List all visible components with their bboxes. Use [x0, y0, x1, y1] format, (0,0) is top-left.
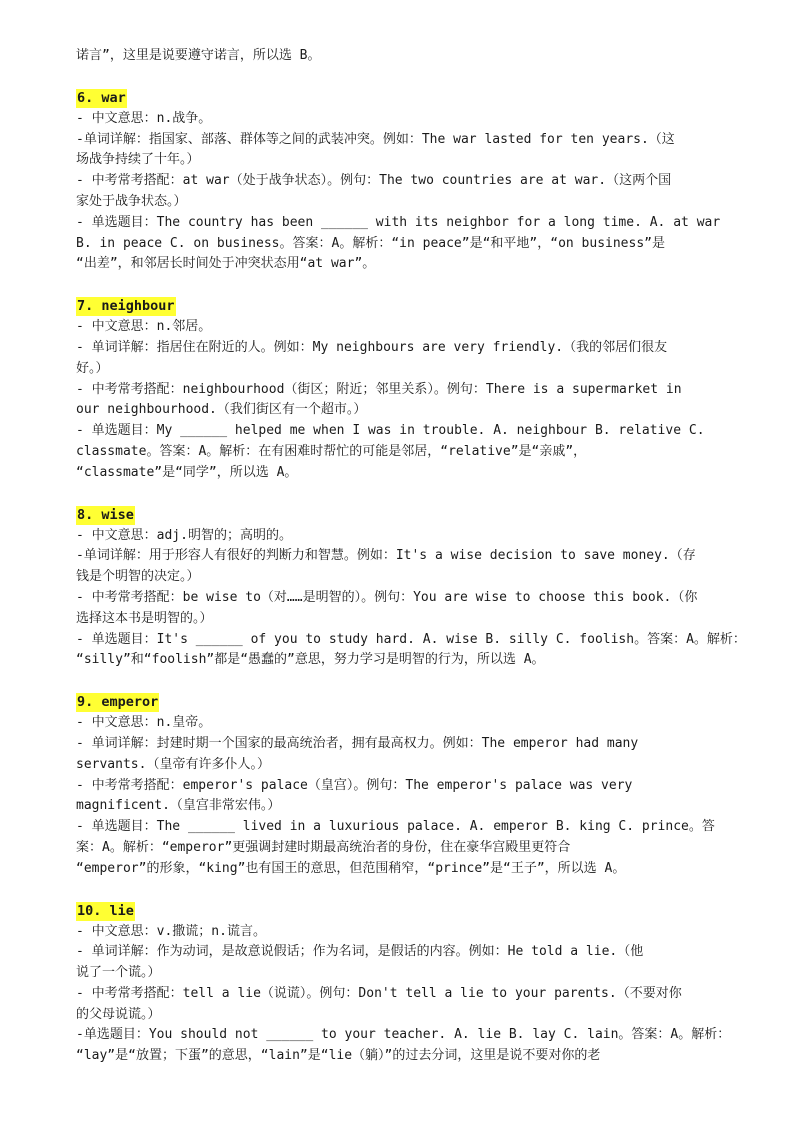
- entry-line: 场战争持续了十年。）: [76, 152, 200, 168]
- entry-heading: 8. wise: [77, 506, 134, 523]
- entry-line: -单词详解：指国家、部落、群体等之间的武装冲突。例如：The war lasted for ten years.（这: [76, 131, 675, 147]
- entry-line: 的父母说谎。）: [76, 1006, 161, 1022]
- entry-line: -单选题目：You should not ______ to your teacher. A. lie B. lay C. lain。答案：A。解析：: [76, 1027, 731, 1043]
- vocab-entry: [76, 295, 752, 483]
- entry-line: classmate。答案：A。解析：在有困难时帮忙的可能是邻居，“relative”是“亲戚”，: [76, 443, 587, 459]
- intro-tail-line: 诺言”，这里是说要遵守诺言，所以选 B。: [76, 48, 321, 63]
- entry-line: 钱是个明智的决定。）: [76, 569, 200, 585]
- entry-line: - 中文意思：n.战争。: [76, 110, 212, 126]
- entry-line: 案：A。解析：“emperor”更强调封建时期最高统治者的身份，住在豪华宫殿里更符合: [76, 839, 571, 855]
- entry-line: - 中考常考搭配：be wise to（对……是明智的）。例句：You are wise to choose this book.（你: [76, 589, 698, 605]
- entry-line: - 中考常考搭配：tell a lie（说谎）。例句：Don't tell a lie to your parents.（不要对你: [76, 985, 682, 1001]
- entry-line: “silly”和“foolish”都是“愚蠢的”意思，努力学习是明智的行为，所以选 A。: [76, 652, 545, 668]
- entry-line: - 中考常考搭配：neighbourhood（街区；附近；邻里关系）。例句：There is a supermarket in: [76, 381, 682, 397]
- entry-line: magnificent.（皇宫非常宏伟。）: [76, 798, 281, 814]
- entry-line: 好。）: [76, 360, 109, 376]
- document-page: [76, 46, 752, 1067]
- vocab-entry: [76, 691, 752, 879]
- entry-line: - 单选题目：My ______ helped me when I was in trouble. A. neighbour B. relative C.: [76, 423, 705, 439]
- entry-line: 选择这本书是明智的。）: [76, 610, 213, 626]
- entry-line: - 单选题目：It's ______ of you to study hard. A. wise B. silly C. foolish。答案：A。解析：: [76, 631, 746, 647]
- entry-line: - 中文意思：v.撒谎；n.谎言。: [76, 923, 266, 939]
- entry-line: “lay”是“放置；下蛋”的意思，“lain”是“lie（躺）”的过去分词，这里是说不要对你的老: [76, 1048, 601, 1064]
- entry-line: - 单词详解：封建时期一个国家的最高统治者，拥有最高权力。例如：The emperor had many: [76, 735, 639, 751]
- entry-heading: 6. war: [77, 89, 126, 106]
- entry-line: - 单词详解：指居住在附近的人。例如：My neighbours are very friendly.（我的邻居们很友: [76, 339, 668, 355]
- entry-line: - 单选题目：The ______ lived in a luxurious palace. A. emperor B. king C. prince。答: [76, 819, 715, 835]
- entry-line: - 中考常考搭配：emperor's palace（皇宫）。例句：The emperor's palace was very: [76, 777, 633, 793]
- entry-line: our neighbourhood.（我们街区有一个超市。）: [76, 402, 367, 418]
- entry-line: - 单选题目：The country has been ______ with its neighbor for a long time. A. at war: [76, 214, 721, 230]
- vocab-entry: [76, 87, 752, 275]
- entry-line: 家处于战争状态。）: [76, 193, 187, 209]
- entry-line: - 中考常考搭配：at war（处于战争状态）。例句：The two countries are at war.（这两个国: [76, 173, 672, 189]
- entry-line: -单词详解：用于形容人有很好的判断力和智慧。例如：It's a wise decision to save money.（存: [76, 548, 696, 564]
- entry-line: - 中文意思：adj.明智的；高明的。: [76, 527, 292, 543]
- entry-heading: 10. lie: [77, 902, 134, 919]
- entry-line: - 中文意思：n.邻居。: [76, 319, 212, 335]
- entry-line: 说了一个谎。）: [76, 965, 161, 981]
- entry-line: B. in peace C. on business。答案：A。解析：“in peace”是“和平地”，“on business”是: [76, 235, 665, 251]
- vocab-entry: [76, 504, 752, 672]
- entry-line: - 单词详解：作为动词，是故意说假话；作为名词，是假话的内容。例如：He told a lie.（他: [76, 944, 644, 960]
- entry-heading: 9. emperor: [77, 694, 159, 711]
- entry-heading: 7. neighbour: [77, 298, 175, 315]
- vocab-entry: [76, 900, 752, 1068]
- entry-line: “出差”，和邻居长时间处于冲突状态用“at war”。: [76, 256, 376, 272]
- entry-line: - 中文意思：n.皇帝。: [76, 715, 212, 731]
- entry-line: servants.（皇帝有许多仆人。）: [76, 756, 270, 772]
- vocabulary-entries: [76, 87, 752, 1067]
- entry-line: “emperor”的形象，“king”也有国王的意思，但范围稍窄，“prince”是“王子”，所以选 A。: [76, 860, 626, 876]
- entry-line: “classmate”是“同学”，所以选 A。: [76, 464, 298, 480]
